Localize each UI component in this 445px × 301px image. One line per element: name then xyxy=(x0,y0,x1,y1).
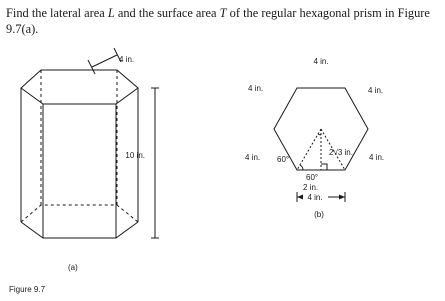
prism-top-edge-label: 4 in. xyxy=(119,55,135,64)
prism-hidden-edges xyxy=(21,70,138,222)
problem-statement: Find the lateral area L and the surface area T of the regular hexagonal prism in Figure 9.7(a). xyxy=(6,6,430,36)
prism-height-label: 10 in. xyxy=(125,151,145,160)
angle-inner-label: 60° xyxy=(306,173,319,182)
triangle-left-side xyxy=(297,129,321,170)
angle-outer-label: 60° xyxy=(277,155,290,164)
prism-top-hexagon xyxy=(21,70,138,104)
base-arrow-left xyxy=(297,195,303,200)
figure-caption: Figure 9.7 xyxy=(9,285,46,294)
half-base-label: 2 in. xyxy=(303,183,319,192)
top-edge-dimension-line xyxy=(92,55,117,67)
prism-bottom-front-edges xyxy=(21,222,138,238)
figure-b-label: (b) xyxy=(314,210,324,219)
hex-right-label: 4 in. xyxy=(369,153,385,162)
hex-upper-left-label: 4 in. xyxy=(248,84,264,93)
base-length-label: 4 in. xyxy=(307,193,323,202)
hex-top-edge-label: 4 in. xyxy=(313,57,329,66)
hexagonal-prism-figure xyxy=(21,48,159,238)
base-arrow-right xyxy=(339,195,345,200)
hex-upper-right-label: 4 in. xyxy=(368,86,384,95)
right-angle-mark xyxy=(321,164,327,170)
variable-t: T xyxy=(219,6,227,20)
apothem-label: 2√3 in. xyxy=(329,148,353,157)
angle-arc-outer xyxy=(300,165,303,170)
figure-a-label: (a) xyxy=(68,263,78,272)
variable-l: L xyxy=(107,6,115,20)
hexagon-base-figure xyxy=(274,88,368,202)
hex-left-label: 4 in. xyxy=(245,153,261,162)
